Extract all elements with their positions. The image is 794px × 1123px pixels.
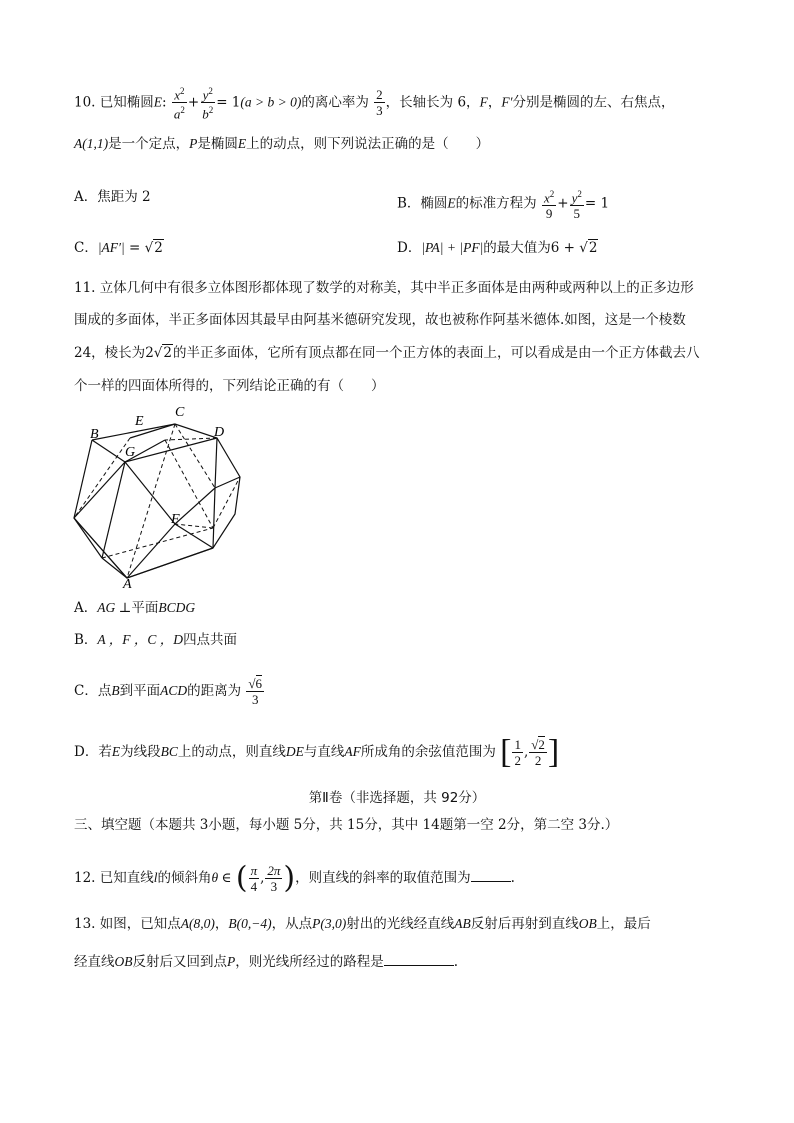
eccentricity-fraction: $\frac{2}{3}$ bbox=[376, 87, 383, 119]
cuboctahedron-figure bbox=[62, 398, 252, 594]
pi-over-4: $\frac{\pi}{4}$ bbox=[250, 863, 258, 894]
q11-option-a: A．AG ⊥平面BCDG bbox=[74, 600, 196, 616]
q11-option-d: D．若E为线段BC上的动点，则直线DE与直线AF所成角的余弦值范围为 [ $\frac{1}{2}$ , $\frac{√2}{2}$ ] bbox=[74, 733, 560, 771]
q10-option-d: D．|PA| + |PF|的最大值为6 + √2 bbox=[397, 240, 598, 256]
part2-title: 第Ⅱ卷（非选择题，共 92分） bbox=[308, 790, 486, 806]
y2-over-b2: $\frac{y^2}{b^2}$ bbox=[202, 86, 214, 122]
label-G: G bbox=[125, 445, 136, 460]
label-B: B bbox=[90, 427, 99, 442]
q11-option-c: C．点B到平面ACD的距离为 $\frac{√6}{3}$ bbox=[74, 676, 263, 707]
x2-over-a2: $\frac{x^2}{a^2}$ bbox=[173, 86, 185, 122]
label-F: F bbox=[171, 512, 180, 527]
sqrt-2: √2 bbox=[579, 240, 598, 256]
q12-stem: 12. 已知直线l的倾斜角θ ∈ ( $\frac{\pi}{4}$ , $\frac{2\pi}{3}$ )，则直线的斜率的取值范围为 . bbox=[74, 860, 515, 896]
q10-option-a: A．焦距为 2 bbox=[74, 189, 151, 205]
q11-stem-line-3: 24，棱长为2√2的半正多面体，它所有顶点都在同一个正方体的表面上，可以看成是由一个正方体截去八 bbox=[74, 345, 700, 361]
q10-stem-line-1: 10. 已知椭圆E: $\frac{x^2}{a^2}$ + $\frac{y^2}{b^2}$ = 1(a > b > 0)的离心率为 $\frac{2}{3}$ ，长轴长为 6，F，F′分别是椭圆的左、右焦点， bbox=[74, 86, 675, 122]
label-C: C bbox=[175, 405, 185, 420]
y2-over-5: $\frac{y^2}{5}$ bbox=[571, 189, 582, 222]
q13-stem-line-2: 经直线OB反射后又回到点P，则光线所经过的路程是 . bbox=[74, 954, 459, 970]
label-E: E bbox=[135, 414, 144, 429]
q11-option-b: B．A ，F ，C ，D四点共面 bbox=[74, 632, 238, 648]
q10-option-b: B．椭圆E的标准方程为 $\frac{x^2}{9}$ + $\frac{y^2}{5}$ = 1 bbox=[397, 189, 610, 222]
label-D: D bbox=[214, 425, 225, 440]
q11-stem-line-2: 围成的多面体，半正多面体因其最早由阿基米德研究发现，故也被称作阿基米德体.如图，这是一个棱数 bbox=[74, 312, 686, 328]
x2-over-9: $\frac{x^2}{9}$ bbox=[543, 189, 555, 222]
q10-stem-line-2: A(1,1)是一个定点，P是椭圆E上的动点，则下列说法正确的是（ ） bbox=[74, 136, 490, 152]
sqrt2-over-2: $\frac{√2}{2}$ bbox=[531, 737, 545, 768]
one-half: $\frac{1}{2}$ bbox=[514, 737, 521, 768]
2pi-over-3: $\frac{2\pi}{3}$ bbox=[267, 863, 281, 894]
answer-blank[interactable] bbox=[471, 869, 511, 882]
q10-number: 10. bbox=[74, 94, 96, 111]
sqrt6-over-3: $\frac{√6}{3}$ bbox=[248, 676, 263, 707]
sqrt-2: √2 bbox=[144, 240, 163, 256]
edge-length: 2√2 bbox=[145, 345, 172, 361]
q11-stem-line-1: 11. 立体几何中有很多立体图形都体现了数学的对称美，其中半正多面体是由两种或两种以上的正多边形 bbox=[74, 280, 694, 296]
q10-option-c: C．|AF′| = √2 bbox=[74, 240, 163, 256]
label-A: A bbox=[123, 577, 132, 590]
q11-stem-line-4: 个一样的四面体所得的，下列结论正确的有（ ） bbox=[74, 378, 385, 394]
q13-stem-line-1: 13. 如图，已知点A(8,0)，B(0,−4)，从点P(3,0)射出的光线经直线AB反射后再射到直线OB上，最后 bbox=[74, 916, 651, 932]
section3-heading: 三、填空题（本题共 3小题，每小题 5分，共 15分，其中 14题第一空 2分，第二空 3分.） bbox=[74, 817, 619, 833]
answer-blank[interactable] bbox=[384, 953, 454, 966]
